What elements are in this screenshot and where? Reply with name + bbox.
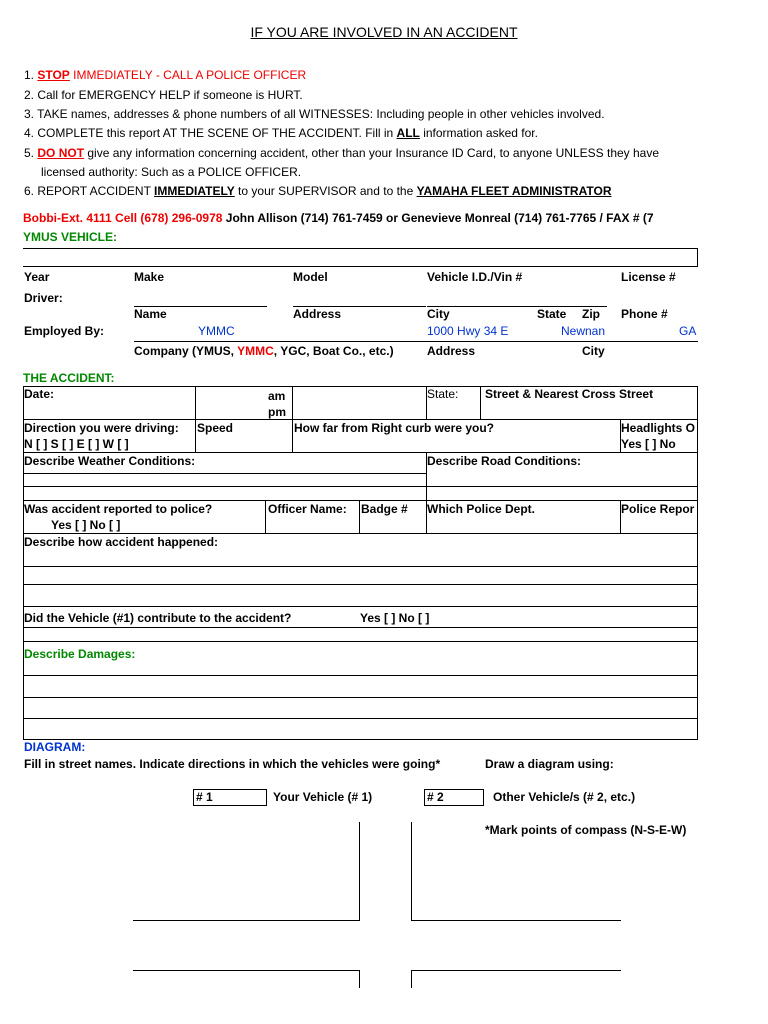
vin-label: Vehicle I.D./Vin # bbox=[427, 270, 523, 284]
vehicle-1-box-label: # 1 bbox=[196, 790, 213, 804]
headlights-checkboxes[interactable]: Yes [ ] No bbox=[621, 437, 676, 451]
step-1-text: IMMEDIATELY - CALL A POLICE OFFICER bbox=[69, 68, 307, 82]
company-text-c: , YGC, Boat Co., etc.) bbox=[273, 344, 394, 358]
company-city-label: City bbox=[582, 344, 605, 358]
street-line bbox=[411, 822, 412, 921]
damages-label: Describe Damages: bbox=[24, 647, 136, 661]
diagram-draw-label: Draw a diagram using: bbox=[485, 757, 614, 771]
step-4-text-a: 4. COMPLETE this report AT THE SCENE OF THE ACCIDENT. Fill in bbox=[24, 126, 397, 140]
your-vehicle-label: Your Vehicle (# 1) bbox=[273, 790, 373, 804]
step-4-text-c: information asked for. bbox=[419, 126, 538, 140]
step-5-do-not: DO NOT bbox=[37, 146, 85, 160]
driver-label: Driver: bbox=[24, 291, 63, 305]
how-happened-label: Describe how accident happened: bbox=[24, 535, 219, 549]
street-line bbox=[411, 970, 621, 971]
reported-label: Was accident reported to police? bbox=[24, 502, 213, 516]
city-label: City bbox=[427, 307, 450, 321]
company-text-a: Company (YMUS, bbox=[134, 344, 238, 358]
page-title: IF YOU ARE INVOLVED IN AN ACCIDENT bbox=[250, 24, 518, 40]
vehicle-2-box[interactable] bbox=[424, 789, 484, 806]
contribute-label: Did the Vehicle (#1) contribute to the accident? bbox=[24, 611, 292, 625]
phone-label: Phone # bbox=[621, 307, 668, 321]
employer-address-value[interactable]: 1000 Hwy 34 E bbox=[427, 324, 509, 338]
direction-label: Direction you were driving: bbox=[24, 421, 179, 435]
other-vehicle-label: Other Vehicle/s (# 2, etc.) bbox=[493, 790, 636, 804]
step-5-text: give any information concerning accident, other than your Insurance ID Card, to anyone UNLESS they have bbox=[84, 146, 660, 160]
vehicle-2-box-label: # 2 bbox=[427, 790, 444, 804]
damages-line-2[interactable] bbox=[23, 697, 698, 698]
street-line bbox=[359, 822, 360, 921]
officer-label: Officer Name: bbox=[268, 502, 347, 516]
employer-state-value[interactable]: GA bbox=[679, 324, 697, 338]
step-2: 2. Call for EMERGENCY HELP if someone is HURT. bbox=[24, 88, 303, 102]
model-label: Model bbox=[293, 270, 328, 284]
street-label: Street & Nearest Cross Street bbox=[485, 387, 654, 401]
step-1 bbox=[24, 68, 306, 82]
direction-checkboxes[interactable]: N [ ] S [ ] E [ ] W [ ] bbox=[24, 437, 129, 451]
vehicle-heading: YMUS VEHICLE: bbox=[23, 230, 118, 244]
headlights-label: Headlights O bbox=[621, 421, 696, 435]
curb-distance-label: How far from Right curb were you? bbox=[294, 421, 495, 435]
street-line bbox=[133, 920, 360, 921]
step-6-immediately: IMMEDIATELY bbox=[154, 184, 235, 198]
company-label bbox=[134, 344, 394, 358]
step-5-continued: licensed authority: Such as a POLICE OFFICER. bbox=[41, 165, 302, 179]
police-report-label: Police Repor bbox=[621, 502, 695, 516]
address-label: Address bbox=[293, 307, 342, 321]
compass-note: *Mark points of compass (N-S-E-W) bbox=[485, 823, 687, 837]
step-5-number: 5. bbox=[24, 146, 35, 160]
weather-line[interactable] bbox=[23, 473, 427, 474]
state-label: State bbox=[537, 307, 567, 321]
how-line-2[interactable] bbox=[23, 584, 698, 585]
contact-line bbox=[23, 211, 654, 225]
year-label: Year bbox=[24, 270, 50, 284]
damages-line-1[interactable] bbox=[23, 675, 698, 676]
street-line bbox=[411, 970, 412, 988]
step-5 bbox=[24, 146, 659, 160]
reported-checkboxes[interactable]: Yes [ ] No [ ] bbox=[51, 518, 121, 532]
driver-city-line[interactable] bbox=[427, 306, 607, 307]
make-label: Make bbox=[134, 270, 165, 284]
street-line bbox=[411, 920, 621, 921]
vehicle-1-box[interactable] bbox=[193, 789, 267, 806]
contact-bobbi: Bobbi-Ext. 4111 Cell (678) 296-0978 bbox=[23, 211, 223, 225]
employer-city-value[interactable]: Newnan bbox=[561, 324, 606, 338]
license-label: License # bbox=[621, 270, 676, 284]
damages-line-3[interactable] bbox=[23, 718, 698, 719]
step-1-number: 1. bbox=[24, 68, 35, 82]
speed-label: Speed bbox=[197, 421, 234, 435]
step-4 bbox=[24, 126, 538, 140]
weather-label: Describe Weather Conditions: bbox=[24, 454, 196, 468]
am-label: am bbox=[268, 389, 286, 403]
company-address-label: Address bbox=[427, 344, 476, 358]
zip-label: Zip bbox=[582, 307, 600, 321]
pm-label: pm bbox=[268, 405, 286, 419]
step-6-text-c: to your SUPERVISOR and to the bbox=[234, 184, 417, 198]
state-field-label: State: bbox=[427, 387, 459, 401]
street-line bbox=[133, 970, 360, 971]
name-label: Name bbox=[134, 307, 167, 321]
step-6 bbox=[24, 184, 611, 198]
diagram-heading: DIAGRAM: bbox=[24, 740, 86, 754]
how-line-1[interactable] bbox=[23, 566, 698, 567]
step-3: 3. TAKE names, addresses & phone numbers of all WITNESSES: Including people in other vehicles involved. bbox=[24, 107, 605, 121]
diagram-instructions: Fill in street names. Indicate directions in which the vehicles were going* bbox=[24, 757, 441, 771]
employer-value[interactable]: YMMC bbox=[198, 324, 235, 338]
contact-others: John Allison (714) 761-7459 or Genevieve Monreal (714) 761-7765 / FAX # (7 bbox=[222, 211, 654, 225]
badge-label: Badge # bbox=[361, 502, 408, 516]
step-6-text-a: 6. REPORT ACCIDENT bbox=[24, 184, 155, 198]
step-4-all: ALL bbox=[396, 126, 420, 140]
date-label: Date: bbox=[24, 387, 55, 401]
road-label: Describe Road Conditions: bbox=[427, 454, 582, 468]
company-ymmc: YMMC bbox=[237, 344, 274, 358]
step-6-fleet-admin: YAMAHA FLEET ADMINISTRATOR bbox=[416, 184, 612, 198]
employed-by-label: Employed By: bbox=[24, 324, 105, 338]
street-line bbox=[359, 970, 360, 988]
step-1-stop: STOP bbox=[37, 68, 70, 82]
contribute-checkboxes[interactable]: Yes [ ] No [ ] bbox=[360, 611, 430, 625]
police-dept-label: Which Police Dept. bbox=[427, 502, 536, 516]
accident-heading: THE ACCIDENT: bbox=[23, 371, 115, 385]
